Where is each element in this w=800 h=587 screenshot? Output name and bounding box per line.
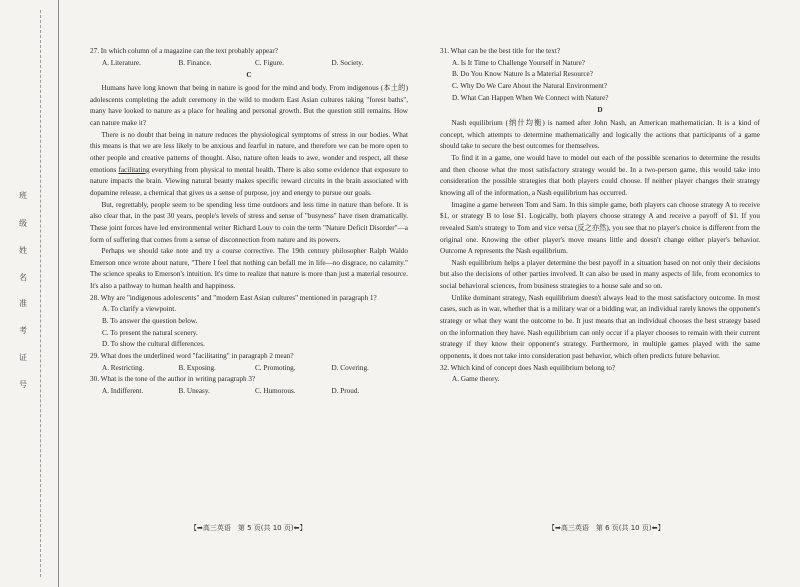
margin-label-class-1: 班	[19, 191, 27, 200]
question-27-options	[102, 58, 408, 70]
question-31-option-a: A. Is It Time to Challenge Yourself in Nature?	[452, 58, 585, 67]
question-29-options	[102, 363, 408, 375]
passage-d-paragraph-5: Unlike dominant strategy, Nash equilibrium doesn't always lead to the most satisfactory outcome. In most cases, such as in war, whether that is a military war or a bidding war, an individual rarely knows the opponent's strategy or what they want the outcome to be. It just means that an individual chooses the best strategy based on the information they have. Nash equilibrium can only occur if a player chooses to remain with their current strategy if they know their opponent's strategy. Furthermore, in multiple games played with the same opponents, it does not take into consideration past behavior, which often predicts future behavior.	[440, 293, 760, 361]
margin-label-name-1: 姓	[19, 246, 27, 255]
underlined-word: facilitating	[118, 165, 150, 174]
option-a: A. Restricting.	[102, 363, 145, 372]
question-31-option-d: D. What Can Happen When We Connect with Nature?	[452, 93, 609, 102]
section-c-heading: C	[246, 71, 252, 80]
question-29: 29. What does the underlined word "facilitating" in paragraph 2 mean?	[90, 352, 294, 361]
passage-c-paragraph-1: Humans have long known that being in nature is good for the mind and body. From indigenous (本土的) adolescents completing the adult ceremony in the wild to modern East Asian cultures taking "forest baths", many have looked to nature as a place for healing and personal growth. But the question still remains. How can nature make it?	[90, 83, 408, 127]
option-c: C. Humorous.	[255, 387, 296, 396]
question-30-options	[102, 386, 408, 398]
question-28-option-a: A. To clarify a viewpoint.	[102, 305, 177, 314]
passage-c-paragraph-4: Perhaps we should take note and try a course corrective. The 19th century philosopher Ralph Waldo Emerson once wrote about nature, "There I feel that nothing can befall me in life—no disgrace, no calamity." The science speaks to Emerson's intuition. It's time to realize that nature is more than just a material resource. It's also a pathway to human health and happiness.	[90, 247, 408, 291]
question-32-option-a: A. Game theory.	[452, 375, 500, 384]
margin-label-class-2: 级	[19, 219, 27, 228]
option-d: D. Covering.	[331, 363, 369, 372]
margin-label-id-1: 准	[19, 299, 27, 308]
question-31-option-b: B. Do You Know Nature Is a Material Resource?	[452, 70, 593, 79]
option-d: D. Proud.	[331, 387, 360, 396]
question-30: 30. What is the tone of the author in writing paragraph 3?	[90, 375, 256, 384]
question-28: 28. Why are "indigenous adolescents" and "modern East Asian cultures" mentioned in paragraph 1?	[90, 293, 377, 302]
passage-c-paragraph-2	[90, 130, 408, 200]
paragraph-2-text-before: There is no doubt that being in nature reduces the physiological symptoms of stress in our bodies. What this means is that we are less likely to be anxious and fearful in nature, and therefore we can be more open to other people and creative patterns of thought. Also, nature often leads to awe, wonder and respect, all these emotions	[90, 130, 408, 174]
option-b: B. Finance.	[178, 58, 212, 67]
question-31: 31. What can be the best title for the text?	[440, 47, 561, 55]
page-5	[90, 46, 408, 398]
option-b: B. Exposing.	[178, 363, 216, 372]
passage-d-paragraph-1: Nash equilibrium (纳什均衡) is named after John Nash, an American mathematician. It is a kind of concept, which attempts to determine mathematically and logically the actions that participants of a game should take to secure the best outcomes for themselves.	[440, 118, 760, 151]
section-d-heading: D	[597, 106, 603, 115]
question-32: 32. Which kind of concept does Nash equilibrium belong to?	[440, 363, 616, 372]
passage-c-paragraph-3: But, regrettably, people seem to be spending less time outdoors and less time in nature than before. It is also clear that, in the past 30 years, people's levels of stress and sense of "busyness" have risen dramatically. These joint forces have led environmental writer Richard Louv to coin the term "Nature Deficit Disorder"—a form of suffering that comes from a sense of disconnection from nature and its powers.	[90, 200, 408, 244]
margin-label-id-2: 考	[19, 326, 27, 335]
option-c: C. Figure.	[255, 58, 284, 67]
option-c: C. Promoting.	[255, 363, 296, 372]
option-a: A. Indifferent.	[102, 387, 144, 396]
question-28-option-c: C. To present the natural scenery.	[102, 328, 198, 337]
passage-d-paragraph-4: Nash equilibrium helps a player determine the best payoff in a situation based on not only their decisions but also the decisions of other parties involved. It can also be used in many aspects of life, from economics to social behavioral sciences, from business strategies to a house sale and so on.	[440, 258, 760, 291]
margin-label-name-2: 名	[19, 273, 27, 282]
binding-margin	[0, 0, 59, 587]
cut-line	[40, 10, 41, 577]
option-b: B. Uneasy.	[178, 387, 210, 396]
option-d: D. Society.	[331, 58, 364, 67]
passage-d-paragraph-2: To find it in a game, one would have to model out each of the possible scenarios to determine the results and then choose what the most satisfactory strategy would be. In a two-person game, this would take into consideration the possible strategies that both players could choose. If neither player changes their strategy knowing all of the information, a Nash equilibrium has occurred.	[440, 153, 760, 197]
margin-label-id-3: 证	[19, 353, 27, 362]
page-6-footer: 【➡高三英语 第 6 页(共 10 页)⬅】	[548, 524, 665, 532]
option-a: A. Literature.	[102, 58, 141, 67]
page-6	[440, 46, 760, 386]
paragraph-2-text-after: everything from physical to mental health. There is also some evidence that exposure to nature impacts the brain. Viewing natural beauty makes specific reward circuits in the brain associated with dopamine release, a chemical that gives us a sense of purpose, joy and energy to pursue our goals.	[90, 165, 408, 197]
passage-d-paragraph-3: Imagine a game between Tom and Sam. In this simple game, both players can choose strategy A to receive $1, or strategy B to lose $1. Logically, both players choose strategy A and receive a payoff of $1. If you revealed Sam's strategy to Tom and vice versa (反之亦然), you see that no player's choice is different from the original one. Knowing the other player's move means little and doesn't change either player's behavior. Outcome A represents the Nash equilibrium.	[440, 200, 760, 256]
question-27: 27. In which column of a magazine can the text probably appear?	[90, 47, 278, 55]
question-28-option-b: B. To answer the question below.	[102, 317, 198, 326]
margin-label-id-4: 号	[19, 380, 27, 389]
question-31-option-c: C. Why Do We Care About the Natural Environment?	[452, 81, 608, 90]
page-5-footer: 【➡高三英语 第 5 页(共 10 页)⬅】	[190, 524, 307, 532]
question-28-option-d: D. To show the cultural differences.	[102, 340, 205, 349]
